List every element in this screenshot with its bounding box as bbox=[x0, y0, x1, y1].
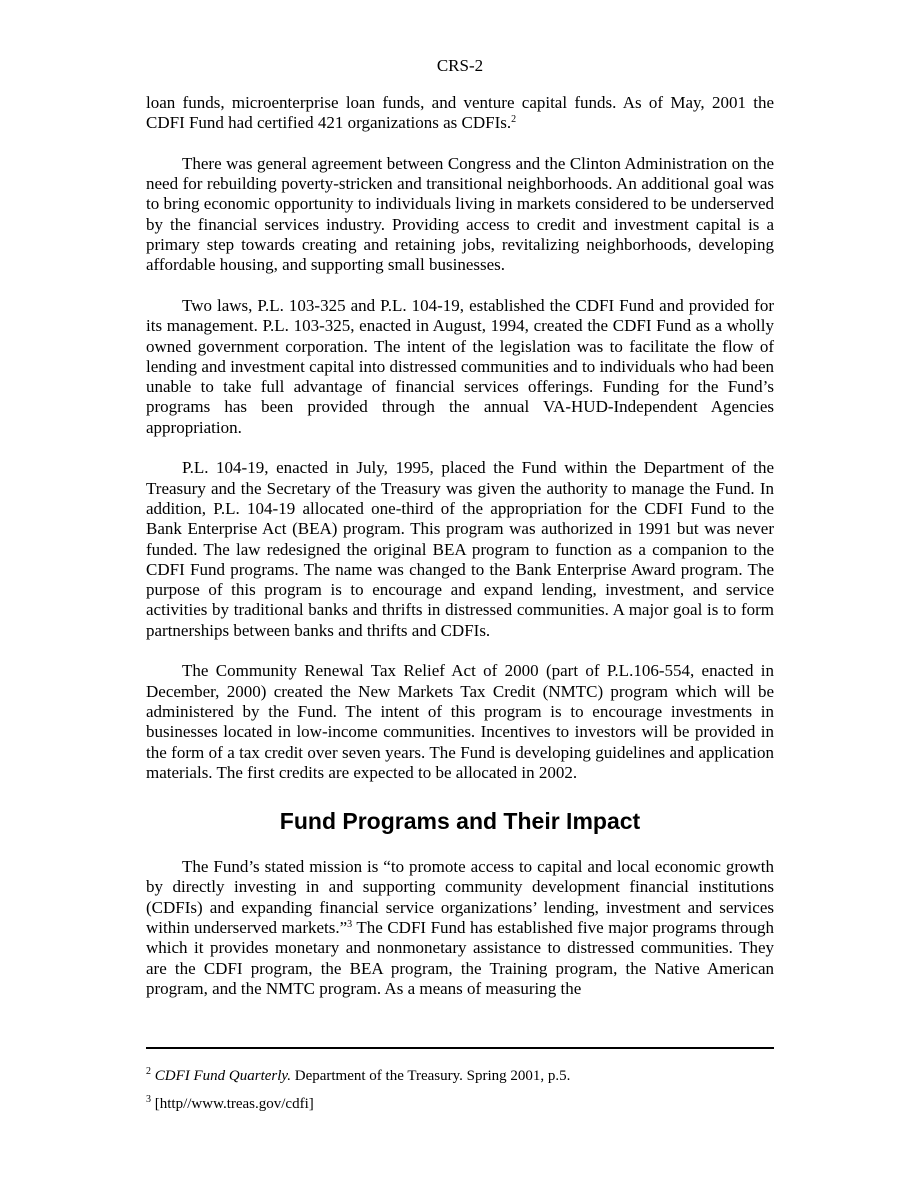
paragraph-5: The Community Renewal Tax Relief Act of 2000 (part of P.L.106-554, enacted in December, 2000) created the New Markets Tax Credit (NMTC) program which will be administered by the Fund. The intent of this program is to encourage investments in businesses located in low-income communities. Incentives to investors will be provided in the form of a tax credit over seven years. The Fund is developing guidelines and application materials. The first credits are expected to be allocated in 2002. bbox=[146, 661, 774, 782]
section-heading: Fund Programs and Their Impact bbox=[279, 808, 641, 835]
document-body bbox=[146, 93, 774, 1019]
footnote-text: Department of the Treasury. Spring 2001, p.5. bbox=[291, 1068, 571, 1084]
paragraph-1-text: loan funds, microenterprise loan funds, and venture capital funds. As of May, 2001 the CDFI Fund had certified 421 organizations as CDFIs. bbox=[146, 93, 774, 133]
paragraph-6-text-b: The CDFI Fund has established five major programs through which it provides monetary and nonmonetary assistance to distressed communities. They are the CDFI program, the BEA program, the Training program, the Native American program, and the NMTC program. As a means of measuring the bbox=[146, 917, 774, 998]
footnote-3 bbox=[146, 1095, 774, 1113]
paragraph-6-text-a: The Fund’s stated mission is “to promote access to capital and local economic growth by directly investing in and supporting community development financial institutions (CDFIs) and expanding financial service organizations’ lending, investment and services within underserved markets.” bbox=[146, 857, 774, 937]
footnote-source-title: CDFI Fund Quarterly. bbox=[154, 1068, 291, 1084]
paragraph-6 bbox=[146, 857, 774, 999]
footnote-2 bbox=[146, 1067, 774, 1085]
footnote-ref-2[interactable]: 2 bbox=[511, 114, 517, 126]
paragraph-2: There was general agreement between Congress and the Clinton Administration on the need for rebuilding poverty-stricken and transitional neighborhoods. An additional goal was to bring economic opportunity to individuals living in markets considered to be underserved by the financial services industry. Providing access to credit and investment capital is a primary step towards creating and retaining jobs, revitalizing neighborhoods, developing affordable housing, and supporting small businesses. bbox=[146, 153, 774, 275]
paragraph-4: P.L. 104-19, enacted in July, 1995, placed the Fund within the Department of the Treasury and the Secretary of the Treasury was given the authority to manage the Fund. In addition, P.L. 104-19 allocated one-third of the appropriation for the CDFI Fund to the Bank Enterprise Act (BEA) program. This program was authorized in 1991 but was never funded. The law redesigned the original BEA program to function as a companion to the CDFI Fund programs. The name was changed to the Bank Enterprise Award program. The purpose of this program is to encourage and expand lending, investment, and service activities by traditional banks and thrifts in distressed communities. A major goal is to form partnerships between banks and thrifts and CDFIs. bbox=[146, 458, 774, 640]
page-header: CRS-2 bbox=[436, 56, 484, 75]
footnote-number: 3 bbox=[146, 1094, 151, 1105]
footnote-ref-3[interactable]: 3 bbox=[347, 918, 353, 930]
paragraph-1 bbox=[146, 93, 774, 134]
footnote-number: 2 bbox=[146, 1066, 151, 1077]
footnotes bbox=[146, 1067, 774, 1123]
footnote-link[interactable]: [http//www.treas.gov/cdfi] bbox=[151, 1096, 314, 1112]
paragraph-3: Two laws, P.L. 103-325 and P.L. 104-19, established the CDFI Fund and provided for its management. P.L. 103-325, enacted in August, 1994, created the CDFI Fund as a wholly owned government corporation. The intent of the legislation was to facilitate the flow of lending and investment capital into distressed communities and to individuals who had been unable to take full advantage of financial services offerings. Funding for the Fund’s programs has been provided through the annual VA-HUD-Independent Agencies appropriation. bbox=[146, 295, 774, 437]
footnote-divider bbox=[146, 1047, 774, 1049]
